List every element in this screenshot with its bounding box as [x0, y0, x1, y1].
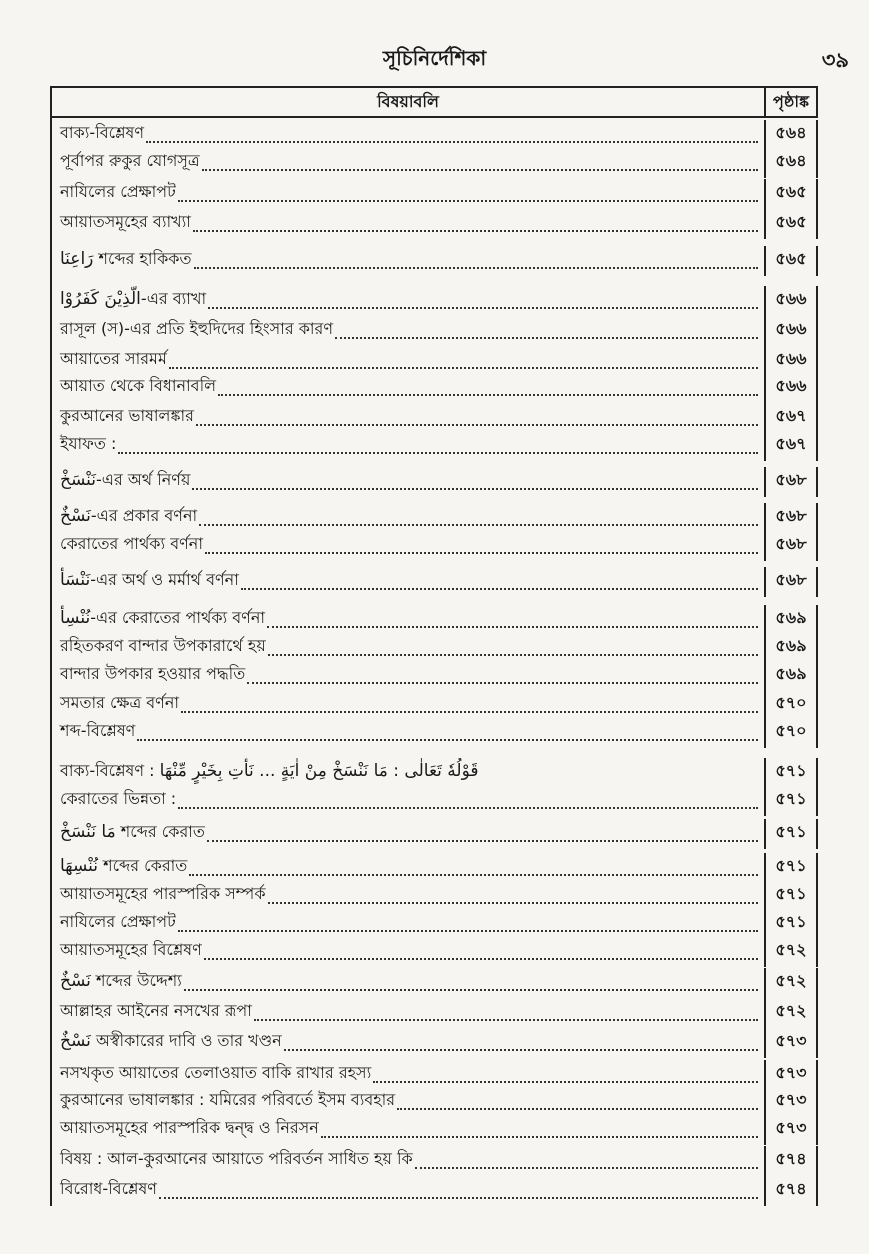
page-ref: ৫৬৪ — [766, 148, 818, 178]
dot-leader — [268, 654, 758, 656]
page-column-header: পৃষ্ঠাঙ্ক — [766, 88, 818, 116]
table-row — [52, 376, 818, 403]
topic-label: -এর অর্থ ও মর্মার্থ বর্ণনা — [90, 570, 239, 589]
topic-text — [60, 1087, 395, 1117]
table-row — [52, 939, 818, 967]
topic-cell — [52, 633, 766, 663]
page-ref: ৫৬৭ — [766, 431, 818, 461]
table-row — [52, 998, 818, 1028]
topic-cell — [52, 819, 766, 849]
table-row — [52, 497, 818, 533]
table-row — [52, 1090, 818, 1117]
table-row — [52, 403, 818, 433]
table-row — [52, 883, 818, 911]
table-row — [52, 433, 818, 461]
topic-cell — [52, 286, 766, 316]
dot-leader — [205, 552, 758, 554]
topic-cell — [52, 316, 766, 346]
table-row — [52, 118, 818, 150]
dot-leader — [194, 267, 758, 269]
arabic-term: مَا نَنْسَخْ — [60, 822, 116, 842]
page-ref: ৫৬৬ — [766, 316, 818, 346]
topic-cell — [52, 403, 766, 433]
table-row — [52, 748, 818, 788]
page-ref: ৫৬৮ — [766, 567, 818, 597]
page-ref: ৫৬৬ — [766, 346, 818, 376]
topic-label: নাযিলের প্রেক্ষাপট — [60, 182, 176, 201]
dot-leader — [397, 1108, 758, 1110]
topic-label: -এর অর্থ নির্ণয় — [96, 470, 191, 489]
dot-leader — [241, 588, 758, 590]
dot-leader — [192, 488, 758, 490]
table-row — [52, 239, 818, 276]
topic-cell — [52, 661, 766, 691]
topic-text — [60, 1176, 157, 1206]
table-row — [52, 816, 818, 849]
topic-text — [60, 1146, 413, 1176]
dot-leader — [178, 807, 758, 809]
dot-leader — [247, 682, 758, 684]
table-row — [52, 316, 818, 346]
dot-leader — [208, 307, 758, 309]
page-ref: ৫৬৯ — [766, 633, 818, 663]
dot-leader — [181, 711, 758, 713]
table-row — [52, 1176, 818, 1206]
page-ref: ৫৭১ — [766, 758, 818, 788]
arabic-term: رَاعِنَا — [60, 249, 94, 269]
arabic-term: نَسْخٌ — [60, 506, 91, 526]
table-row — [52, 461, 818, 497]
topic-cell — [52, 937, 766, 967]
page-ref: ৫৭২ — [766, 937, 818, 967]
topic-text — [60, 286, 206, 316]
table-row — [52, 178, 818, 209]
topic-label: বিষয় : আল-কুরআনের আয়াতে পরিবর্তন সাধিত হয় কি — [60, 1149, 413, 1168]
dot-leader — [415, 1167, 758, 1169]
page-ref: ৫৬৯ — [766, 605, 818, 635]
topic-cell — [52, 786, 766, 816]
topic-label: শব্দের হাকিকত — [93, 249, 192, 268]
dot-leader — [159, 1197, 758, 1199]
topic-text — [60, 531, 203, 561]
topic-text — [60, 246, 192, 276]
topic-label: নাযিলের প্রেক্ষাপট — [60, 912, 176, 931]
page-ref: ৫৭২ — [766, 998, 818, 1028]
topic-text — [60, 179, 176, 209]
dot-leader — [178, 930, 758, 932]
topic-label: শব্দের কেরাত — [98, 856, 188, 875]
topic-text — [60, 605, 265, 635]
arabic-term: نَنْسَأُ — [60, 570, 91, 590]
topic-text — [60, 567, 239, 597]
topic-cell — [52, 431, 766, 461]
dot-leader — [178, 200, 758, 202]
topic-cell — [52, 718, 766, 748]
topic-cell — [52, 246, 766, 276]
topic-cell — [52, 467, 766, 497]
topic-text — [60, 661, 245, 691]
dot-leader — [321, 1136, 758, 1138]
topic-text — [60, 690, 179, 720]
topic-label: রহিতকরণ বান্দার উপকারার্থে হয় — [60, 636, 266, 655]
dot-leader — [169, 367, 758, 369]
topic-cell — [52, 373, 766, 403]
topic-label: নসখকৃত আয়াতের তেলাওয়াত বাকি রাখার রহস্য — [60, 1063, 372, 1082]
topic-label: অস্বীকারের দাবি ও তার খণ্ডন — [90, 1031, 282, 1050]
dot-leader — [218, 394, 758, 396]
topic-text — [60, 373, 216, 403]
dot-leader — [118, 452, 758, 454]
table-row — [52, 150, 818, 178]
topic-cell — [52, 1028, 766, 1058]
topic-cell — [52, 1087, 766, 1117]
arabic-term: نُنْسِأُ — [60, 608, 91, 628]
dot-leader — [204, 958, 758, 960]
arabic-term: نَسْخٌ — [60, 1031, 91, 1051]
table-row — [52, 1058, 818, 1090]
topic-text — [60, 431, 116, 461]
table-row — [52, 276, 818, 316]
topic-text — [60, 148, 200, 178]
topic-label: কেরাতের পার্থক্য বর্ণনা — [60, 534, 203, 553]
page-number: ৩৯ — [821, 48, 849, 72]
page-ref: ৫৭৪ — [766, 1176, 818, 1206]
page-ref: ৫৬৫ — [766, 209, 818, 239]
table-row — [52, 1117, 818, 1145]
topic-text — [60, 633, 266, 663]
table-row — [52, 967, 818, 998]
dot-leader — [202, 169, 758, 171]
page-ref: ৫৬৭ — [766, 403, 818, 433]
topic-text — [60, 819, 205, 849]
page-ref: ৫৭১ — [766, 786, 818, 816]
topic-label: কুরআনের ভাষালঙ্কার — [60, 406, 194, 425]
topic-text — [60, 909, 176, 939]
table-row — [52, 663, 818, 691]
table-row — [52, 849, 818, 883]
table-row — [52, 911, 818, 939]
topic-text — [60, 346, 167, 376]
topic-text — [60, 120, 144, 150]
topic-label: সমতার ক্ষেত্র বর্ণনা — [60, 693, 180, 712]
topic-label: আল্লাহর আইনের নসখের রূপা — [60, 1001, 252, 1020]
table-row — [52, 597, 818, 635]
topic-text — [60, 316, 333, 346]
page-ref: ৫৬৬ — [766, 286, 818, 316]
table-row — [52, 788, 818, 816]
topic-label: বান্দার উপকার হওয়ার পদ্ধতি — [60, 664, 246, 683]
topic-text — [60, 467, 190, 497]
topic-cell — [52, 998, 766, 1028]
topic-cell — [52, 909, 766, 939]
contents-table — [50, 86, 818, 1206]
dot-leader — [146, 141, 758, 143]
table-row — [52, 209, 818, 239]
topic-label: -এর ব্যাখা — [140, 289, 207, 308]
page-ref: ৫৭১ — [766, 909, 818, 939]
topic-cell — [52, 179, 766, 209]
table-row — [52, 1145, 818, 1176]
topic-label: আয়াতসমূহের বিশ্লেষণ — [60, 940, 202, 959]
topic-text — [60, 718, 135, 748]
topic-label: ইযাফত : — [60, 434, 117, 453]
arabic-term: نَسْخٌ — [60, 971, 91, 991]
topic-label: বিরোধ-বিশ্লেষণ — [60, 1179, 157, 1198]
page-ref: ৫৭১ — [766, 819, 818, 849]
page-ref: ৫৬৫ — [766, 246, 818, 276]
table-body — [52, 118, 818, 1206]
topic-label: কেরাতের ভিন্নতা : — [60, 789, 177, 808]
topic-text — [60, 968, 182, 998]
topic-text — [60, 758, 479, 788]
topic-text — [60, 937, 202, 967]
dot-leader — [335, 337, 758, 339]
arabic-term: الَّذِيْنَ كَفَرُوْا — [60, 289, 141, 309]
arabic-term: نَنْسَخْ — [60, 470, 97, 490]
dot-leader — [184, 989, 758, 991]
topic-label: কুরআনের ভাষালঙ্কার : যমিরের পরিবর্তে ইসম ব্যবহার — [60, 1090, 396, 1109]
page-ref: ৫৬৬ — [766, 373, 818, 403]
page-ref: ৫৭৩ — [766, 1028, 818, 1058]
page-ref: ৫৭৩ — [766, 1060, 818, 1090]
table-row — [52, 561, 818, 597]
topic-label: -এর কেরাতের পার্থক্য বর্ণনা — [90, 608, 266, 627]
dot-leader — [137, 739, 758, 741]
topic-cell — [52, 1060, 766, 1090]
page-ref: ৫৭২ — [766, 968, 818, 998]
topic-cell — [52, 1115, 766, 1145]
topic-text — [60, 403, 194, 433]
topic-text — [60, 853, 187, 883]
table-row — [52, 635, 818, 663]
topic-label: আয়াতের সারমর্ম — [60, 349, 167, 368]
page-ref: ৫৭১ — [766, 853, 818, 883]
table-row — [52, 533, 818, 561]
topic-cell — [52, 690, 766, 720]
page-ref: ৫৬৮ — [766, 467, 818, 497]
page-ref: ৫৬৮ — [766, 503, 818, 533]
table-row — [52, 720, 818, 748]
topic-cell — [52, 605, 766, 635]
topic-cell — [52, 209, 766, 239]
topic-text — [60, 881, 266, 911]
topic-cell — [52, 120, 766, 150]
topic-text — [60, 503, 197, 533]
page-ref: ৫৭০ — [766, 690, 818, 720]
topic-cell — [52, 758, 766, 788]
topic-label: -এর প্রকার বর্ণনা — [90, 506, 198, 525]
page-title: সূচিনির্দেশিকা — [382, 46, 487, 70]
topic-label: বাক্য-বিশ্লেষণ — [60, 123, 145, 142]
topic-label: আয়াত থেকে বিধানাবলি — [60, 376, 217, 395]
dot-leader — [193, 230, 758, 232]
page-ref: ৫৭১ — [766, 881, 818, 911]
page-ref: ৫৬৫ — [766, 179, 818, 209]
dot-leader — [207, 840, 758, 842]
topic-text — [60, 786, 176, 816]
page-ref: ৫৭৩ — [766, 1115, 818, 1145]
arabic-term: نُنْسِهَا — [60, 856, 99, 876]
topic-cell — [52, 881, 766, 911]
dot-leader — [199, 524, 758, 526]
topic-label: রাসূল (স)-এর প্রতি ইহুদিদের হিংসার কারণ — [60, 319, 334, 338]
arabic-verse: قَوْلُهٗ تَعَالٰى : مَا نَنْسَخْ مِنْ اٰيَةٍ ... نَأْتِ بِخَيْرٍ مِّنْهَا — [159, 761, 479, 781]
topic-cell — [52, 148, 766, 178]
dot-leader — [254, 1019, 758, 1021]
page-ref: ৫৬৮ — [766, 531, 818, 561]
page-ref: ৫৭০ — [766, 718, 818, 748]
table-header — [52, 88, 818, 118]
dot-leader — [267, 626, 758, 628]
dot-leader — [189, 874, 758, 876]
topic-label: বাক্য-বিশ্লেষণ : — [60, 761, 160, 780]
topic-column-header: বিষয়াবলি — [52, 88, 766, 116]
topic-text — [60, 209, 191, 239]
table-row — [52, 691, 818, 720]
topic-label: আয়াতসমূহের ব্যাখ্যা — [60, 212, 191, 231]
topic-label: শব্দের উদ্দেশ্য — [90, 971, 182, 990]
topic-label: আয়াতসমূহের পারস্পরিক সম্পর্ক — [60, 884, 266, 903]
topic-label: শব্দের কেরাত — [115, 822, 205, 841]
dot-leader — [284, 1049, 758, 1051]
topic-cell — [52, 853, 766, 883]
topic-cell — [52, 1176, 766, 1206]
page-ref: ৫৬৯ — [766, 661, 818, 691]
topic-label: পূর্বাপর রুকুর যোগসূত্র — [60, 151, 200, 170]
table-row — [52, 346, 818, 376]
topic-cell — [52, 503, 766, 533]
topic-cell — [52, 1146, 766, 1176]
topic-label: আয়াতসমূহের পারস্পরিক দ্বন্দ্ব ও নিরসন — [60, 1118, 319, 1137]
page-ref: ৫৭৩ — [766, 1087, 818, 1117]
table-row — [52, 1028, 818, 1058]
page-ref: ৫৭৪ — [766, 1146, 818, 1176]
topic-cell — [52, 968, 766, 998]
topic-cell — [52, 567, 766, 597]
dot-leader — [268, 902, 758, 904]
dot-leader — [196, 424, 758, 426]
dot-leader — [373, 1081, 758, 1083]
topic-cell — [52, 531, 766, 561]
page-ref: ৫৬৪ — [766, 120, 818, 150]
topic-text — [60, 1028, 282, 1058]
topic-cell — [52, 346, 766, 376]
topic-text — [60, 1060, 371, 1090]
topic-label: শব্দ-বিশ্লেষণ — [60, 721, 136, 740]
topic-text — [60, 1115, 319, 1145]
topic-text — [60, 998, 252, 1028]
